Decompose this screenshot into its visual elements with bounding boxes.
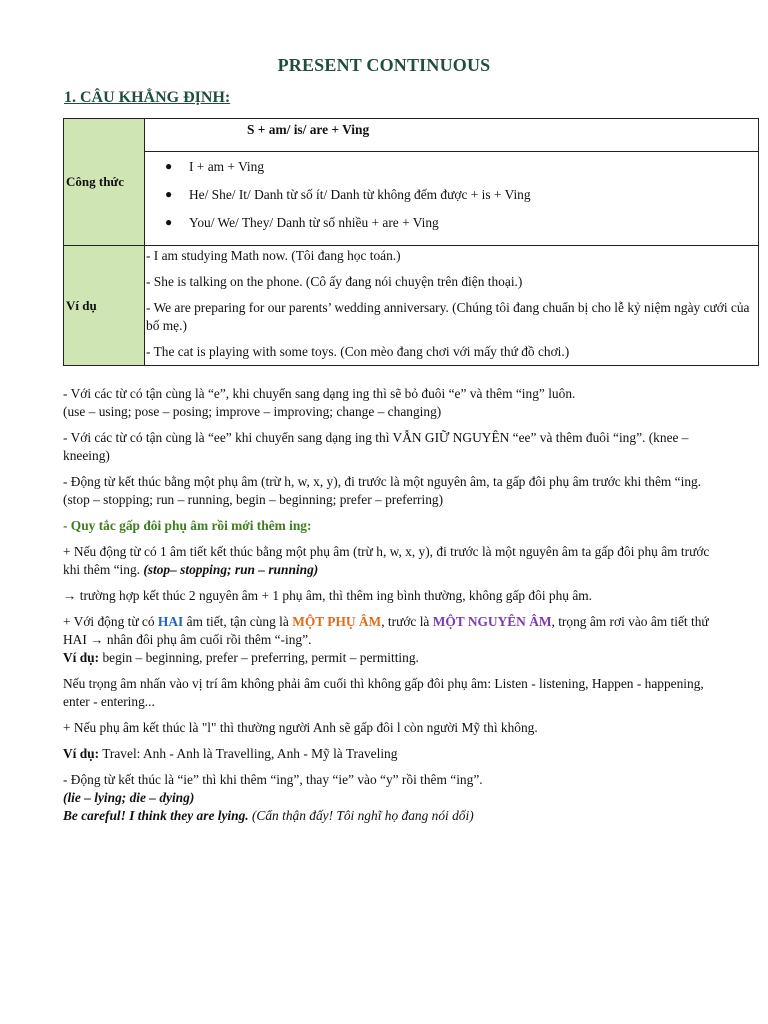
formula-table (63, 118, 759, 366)
rule-paragraph: - Với các từ có tận cùng là “e”, khi chuyển sang dạng ing thì sẽ bỏ đuôi “e” và thêm “ing” luôn. (use – using; pose – posing; improve – improving; change – changing) (63, 386, 576, 419)
rule-paragraph: + Với động từ có HAI âm tiết, tận cùng là MỘT PHỤ ÂM, trước là MỘT NGUYÊN ÂM, trọng âm rơi vào âm tiết thứ HAI → nhân đôi phụ âm cuối rồi thêm “-ing”. Ví dụ: begin – beginning, prefer – preferring, permit – permitting. (63, 614, 709, 665)
example-label: Ví dụ (64, 246, 145, 366)
rules-body (63, 385, 723, 833)
page-title: PRESENT CONTINUOUS (277, 55, 491, 75)
rule-paragraph: Nếu trọng âm nhấn vào vị trí âm không phải âm cuối thì không gấp đôi phụ âm: Listen - listening, Happen - happening, enter - entering... (63, 676, 704, 709)
rule-paragraph: + Nếu phụ âm kết thúc là "l" thì thường người Anh sẽ gấp đôi l còn người Mỹ thì không. (63, 720, 538, 735)
formula-label: Công thức (64, 119, 145, 246)
rule-paragraph: + Nếu động từ có 1 âm tiết kết thúc bằng một phụ âm (trừ h, w, x, y), đi trước là một nguyên âm ta gấp đôi phụ âm trước khi thêm “ing. (stop– stopping; run – running) (63, 544, 710, 577)
example-line: - The cat is playing with some toys. (Con mèo đang chơi với mấy thứ đồ chơi.) (146, 344, 570, 359)
rule-paragraph: - Động từ kết thúc bằng một phụ âm (trừ h, w, x, y), đi trước là một nguyên âm, ta gấp đôi phụ âm trước khi thêm “ing. (stop – stopping; run – running, begin – beginning; prefer – preferring) (63, 474, 702, 507)
rule-paragraph: Ví dụ: Travel: Anh - Anh là Travelling, Anh - Mỹ là Traveling (63, 746, 398, 761)
example-cell (145, 246, 759, 366)
formula-main: S + am/ is/ are + Ving (247, 122, 370, 137)
formula-list (145, 152, 758, 245)
formula-list-cell (145, 152, 759, 246)
list-item: ● He/ She/ It/ Danh từ số ít/ Danh từ không đếm được + is + Ving (165, 187, 531, 202)
example-line: - I am studying Math now. (Tôi đang học toán.) (146, 248, 401, 263)
bullet-icon: ● (165, 187, 173, 201)
rule-paragraph: - Động từ kết thúc là “ie” thì khi thêm “ing”, thay “ie” vào “y” rồi thêm “ing”. (lie – lying; die – dying) Be careful! I think they are lying. (Cẩn thận đấy! Tôi nghĩ họ đang nói dối) (63, 772, 483, 823)
rule-paragraph: - Với các từ có tận cùng là “ee” khi chuyển sang dạng ing thì VẪN GIỮ NGUYÊN “ee” và thêm đuôi “ing”. (knee – kneeing) (63, 430, 689, 463)
list-item: ● I + am + Ving (165, 159, 265, 174)
formula-main-cell (145, 119, 759, 152)
bullet-icon: ● (165, 159, 173, 173)
bullet-icon: ● (165, 215, 173, 229)
rule-paragraph: → trường hợp kết thúc 2 nguyên âm + 1 phụ âm, thì thêm ing bình thường, không gấp đôi phụ âm. (63, 588, 593, 603)
example-line: - She is talking on the phone. (Cô ấy đang nói chuyện trên điện thoại.) (146, 274, 523, 289)
rule-heading: - Quy tắc gấp đôi phụ âm rồi mới thêm ing: (63, 518, 312, 533)
example-line: - We are preparing for our parents’ wedding anniversary. (Chúng tôi đang chuẩn bị cho lễ kỷ niệm ngày cưới của bố mẹ.) (146, 300, 750, 333)
arrow-icon: → (63, 588, 77, 603)
list-item: ● You/ We/ They/ Danh từ số nhiều + are + Ving (165, 215, 439, 230)
section-heading: 1. CÂU KHẲNG ĐỊNH: (64, 89, 231, 106)
